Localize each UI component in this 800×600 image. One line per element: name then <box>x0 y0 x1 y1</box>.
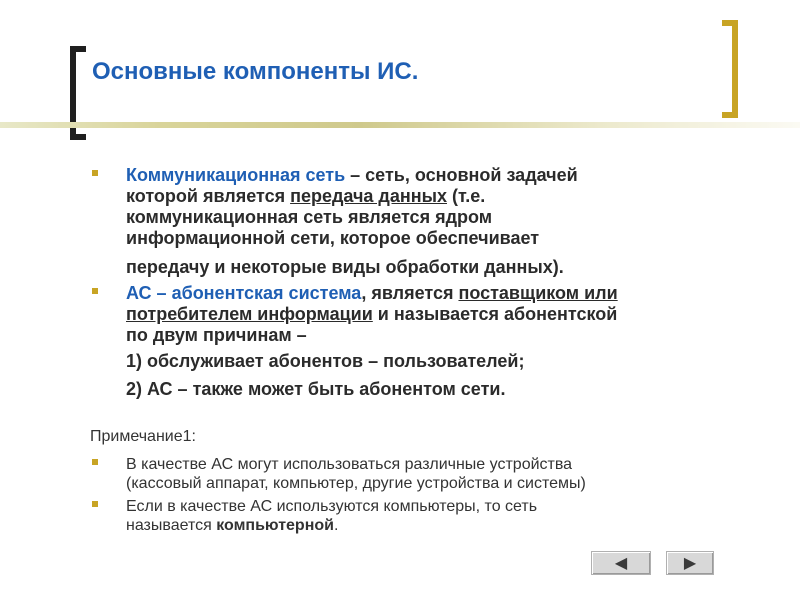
underlined-provider: поставщиком или <box>458 283 618 303</box>
text-segment: (т.е. <box>447 186 486 206</box>
text-segment: В качестве АС могут использоваться различные устройства <box>126 456 573 473</box>
text-segment: которой является <box>126 186 291 206</box>
text-segment: коммуникационная сеть является ядром <box>126 207 493 227</box>
left-arrow-icon: ◀ <box>614 555 628 572</box>
bullet-text <box>126 165 746 249</box>
text-segment: называется <box>126 517 217 534</box>
text-segment: (кассовый аппарат, компьютер, другие устройства и системы) <box>126 475 586 492</box>
note-item-1 <box>92 455 742 495</box>
text-segment: . <box>333 517 339 534</box>
page-title: Основные компоненты ИС. <box>92 58 419 85</box>
right-arrow-icon: ▶ <box>683 555 697 572</box>
bullet1-continuation: передачу и некоторые виды обработки данных). <box>126 257 564 277</box>
term-subscriber-system: АС – абонентская система <box>126 283 362 303</box>
bullet-text <box>126 283 746 346</box>
bullet-marker <box>92 501 98 507</box>
text-segment: по двум причинам – <box>126 325 307 345</box>
bullet-communication-network <box>92 165 742 275</box>
underlined-consumer: потребителем информации <box>126 304 373 324</box>
title-divider <box>0 122 800 128</box>
right-bracket-decoration <box>722 20 738 118</box>
note-item-2 <box>92 497 742 537</box>
bullet-marker <box>92 170 98 176</box>
text-segment: информационной сети, которое обеспечивает <box>126 228 540 248</box>
bullet-marker <box>92 288 98 294</box>
bullet-subscriber-system <box>92 283 742 403</box>
text-segment: , является <box>361 283 459 303</box>
reason-1: 1) обслуживает абонентов – пользователей; <box>126 351 525 371</box>
previous-slide-button[interactable] <box>591 551 651 575</box>
note-text <box>126 455 746 493</box>
term-communication-network: Коммуникационная сеть <box>126 165 346 185</box>
underlined-data-transfer: передача данных <box>290 186 447 206</box>
note-text <box>126 497 746 535</box>
text-segment: и называется абонентской <box>372 304 618 324</box>
reason-2: 2) АС – также может быть абонентом сети. <box>126 379 506 399</box>
text-segment: – сеть, основной задачей <box>345 165 578 185</box>
bullet-marker <box>92 459 98 465</box>
note-title: Примечание1: <box>90 428 196 445</box>
next-slide-button[interactable] <box>666 551 714 575</box>
text-segment: Если в качестве АС используются компьютеры, то сеть <box>126 498 538 515</box>
bold-computer-network: компьютерной <box>216 517 334 534</box>
